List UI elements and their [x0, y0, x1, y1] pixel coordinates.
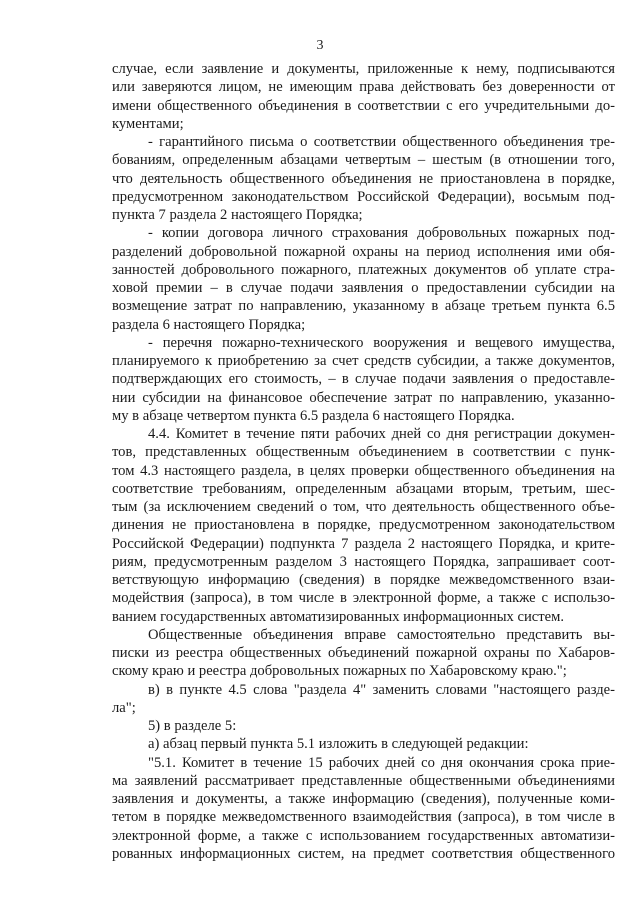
text-line: а) абзац первый пункта 5.1 изложить в следующей редакции: — [148, 736, 529, 753]
text-line: что деятельность общественного объединения не приостановлена в порядке, — [112, 170, 615, 187]
text-line: - копии договора личного страхования добровольных пожарных под- — [148, 225, 615, 242]
text-line: разделений добровольной пожарной охраны на период исполнения ими обя- — [112, 243, 615, 260]
document-body — [112, 60, 615, 863]
text-line: имени общественного объединения в соответствии с его учредительными до- — [112, 97, 615, 114]
text-line: в) в пункте 4.5 слова "раздела 4" заменить словами "настоящего разде- — [148, 681, 615, 698]
text-line: - гарантийного письма о соответствии общественного объединения тре- — [148, 134, 615, 150]
text-line: соответствие требованиям, определенным абзацами вторым, третьим, шес- — [112, 480, 615, 497]
page-number: 3 — [316, 38, 324, 53]
text-line: возмещение затрат по направлению, указанному в абзаце третьем пункта 6.5 — [112, 298, 615, 315]
text-line: электронной форме, а также с использованием государственных автоматизи- — [112, 827, 615, 844]
text-line: рованных информационных систем, на предмет соответствия общественного — [112, 845, 615, 862]
text-line: скому краю и реестра добровольных пожарных по Хабаровскому краю."; — [112, 663, 567, 680]
text-line: пункта 7 раздела 2 настоящего Порядка; — [112, 207, 363, 223]
text-line: модействия (запроса), в том числе в электронной форме, а также с использо- — [112, 590, 615, 607]
text-line: 5) в разделе 5: — [148, 718, 237, 734]
text-line: "5.1. Комитет в течение 15 рабочих дней со дня окончания срока прие- — [148, 754, 615, 771]
text-line: или заверяются лицом, не имеющим права действовать без доверенности от — [112, 79, 615, 96]
text-line: заявления и документы, а также информацию (сведения), полученные коми- — [112, 791, 615, 807]
text-line: Российской Федерации) подпункта 7 раздела 2 настоящего Порядка, и крите- — [112, 535, 615, 552]
text-line: раздела 6 настоящего Порядка; — [112, 316, 306, 333]
text-line: ванием государственных автоматизированных информационных систем. — [112, 608, 565, 625]
text-line: тов, представленных общественным объединением в соответствии с пунк- — [112, 444, 615, 461]
text-line: том 4.3 настоящего раздела, в целях проверки общественного объединения на — [112, 462, 615, 479]
text-line: предусмотренном законодательством Российской Федерации), восьмым под- — [112, 188, 615, 205]
text-line: подтверждающих его стоимость, – в случае подачи заявления о предоставле- — [112, 371, 615, 388]
text-line: Общественные объединения вправе самостоятельно представить вы- — [148, 626, 615, 643]
text-line: 4.4. Комитет в течение пяти рабочих дней со дня регистрации докумен- — [148, 426, 615, 442]
text-line: случае, если заявление и документы, приложенные к нему, подписываются — [112, 61, 615, 77]
text-line: кументами; — [112, 115, 184, 132]
text-line: ла"; — [112, 699, 136, 716]
text-line: ма заявлений рассматривает представленные общественными объединениями — [112, 772, 615, 789]
text-line: му в абзаце четвертом пункта 6.5 раздела 6 настоящего Порядка. — [112, 407, 515, 424]
text-line: тетом в порядке межведомственного взаимодействия (запроса), в том числе в — [112, 809, 615, 826]
text-line: планируемого к приобретению за счет средств субсидии, а также документов, — [112, 353, 615, 369]
text-line: ветствующую информацию (сведения) в порядке межведомственного взаи- — [112, 572, 615, 588]
text-line: динения не приостановлена в порядке, предусмотренном законодательством — [112, 517, 615, 534]
text-line: тым (за исключением сведений о том, что деятельность общественного объе- — [112, 499, 615, 515]
text-line: нии субсидии на финансовое обеспечение затрат по направлению, указанно- — [112, 389, 615, 406]
text-line: ховой премии – в случае подачи заявления о предоставлении субсидии на — [112, 280, 615, 296]
text-line: риям, предусмотренным разделом 3 настоящего Порядка, запрашивает соот- — [112, 553, 615, 570]
text-line: бованиям, определенным абзацами четвертым – шестым (в отношении того, — [112, 152, 615, 169]
text-line: писки из реестра общественных объединений пожарной охраны по Хабаров- — [112, 645, 615, 661]
text-line: - перечня пожарно-технического вооружения и вещевого имущества, — [148, 334, 615, 351]
text-line: занностей добровольного пожарного, платежных документов об уплате стра- — [112, 261, 615, 278]
